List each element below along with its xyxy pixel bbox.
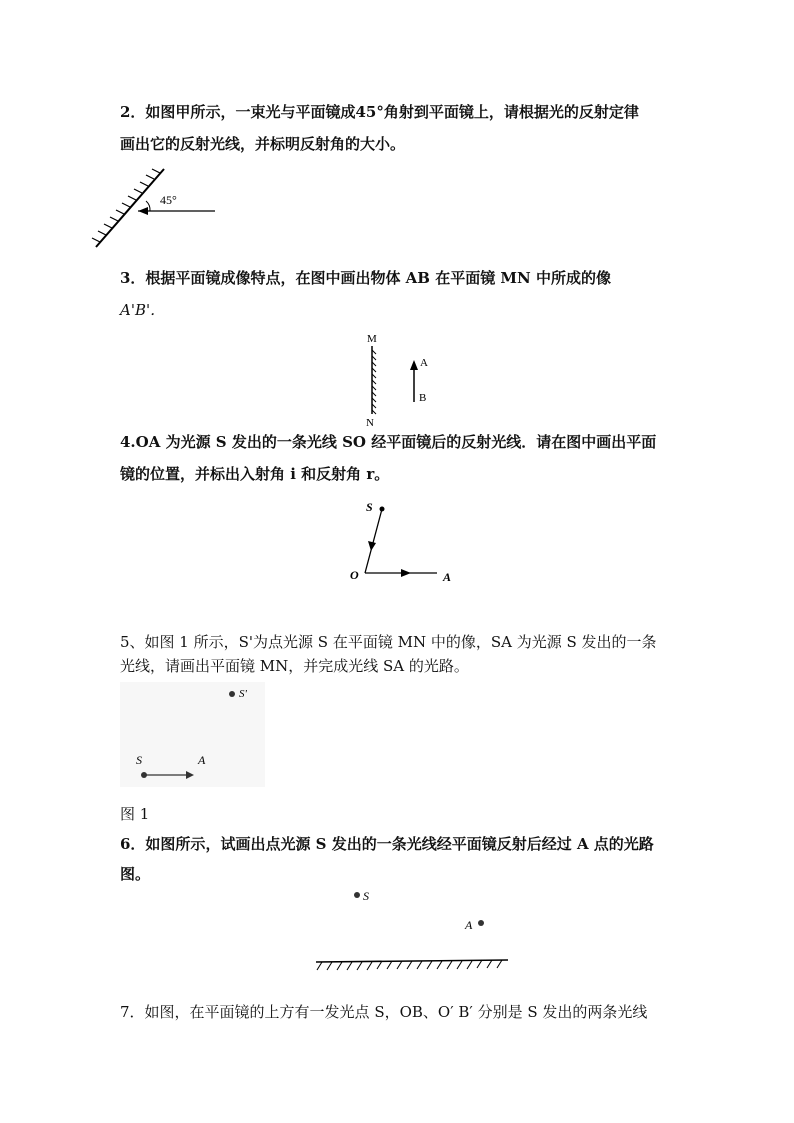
q4-label-o: O: [350, 568, 359, 582]
q3-mirror-figure: [355, 330, 445, 428]
q4-reflected-arrowhead: [401, 569, 411, 577]
q5-text-line1: 5、如图 1 所示，S'为点光源 S 在平面镜 MN 中的像，SA 为光源 S 发出的一条: [120, 633, 657, 651]
q7-text-line1: 7．如图，在平面镜的上方有一发光点 S，OB、O′ B′ 分别是 S 发出的两条光线: [120, 1003, 648, 1021]
q2-angle-label: 45°: [160, 193, 177, 207]
q5-label-s-prime: S': [239, 688, 247, 700]
q6-label-s: S: [363, 889, 369, 903]
q4-incident-ray: [365, 509, 382, 573]
q2-text-line2: 画出它的反射光线，并标明反射角的大小。: [120, 135, 406, 153]
q3-text-line1: 3．根据平面镜成像特点，在图中画出物体 AB 在平面镜 MN 中所成的像: [120, 269, 611, 287]
q4-text-line1: 4.OA 为光源 S 发出的一条光线 SO 经平面镜后的反射光线．请在图中画出平面: [120, 433, 657, 451]
q6-source-point: [354, 892, 360, 898]
q2-mirror-figure: [88, 165, 223, 255]
q6-mirror-figure: [310, 885, 515, 977]
q3-label-a: A: [420, 357, 428, 369]
q6-text-line2: 图。: [120, 865, 151, 883]
q4-text-line2: 镜的位置，并标出入射角 i 和反射角 r。: [120, 465, 390, 483]
q2-mirror-hatching: [92, 169, 160, 242]
q2-ray-arrowhead: [138, 207, 148, 215]
q5-text-line2: 光线，请画出平面镜 MN，并完成光线 SA 的光路。: [120, 657, 469, 675]
q3-label-n: N: [366, 417, 374, 428]
q3-text-line2: A'B'．: [120, 301, 166, 319]
q5-figure: [120, 682, 265, 787]
q2-mirror-line: [96, 169, 164, 247]
q5-image-point: [229, 691, 235, 697]
q2-text-line1: 2．如图甲所示，一束光与平面镜成45°角射到平面镜上，请根据光的反射定律: [120, 103, 639, 121]
q3-label-m: M: [367, 333, 377, 345]
q5-figure-caption: 图 1: [120, 805, 150, 823]
q3-label-b: B: [419, 392, 427, 404]
q4-label-a: A: [443, 570, 452, 584]
q4-ray-figure: [345, 495, 460, 587]
q4-incident-arrowhead: [368, 541, 376, 551]
q3-object-arrowhead: [410, 360, 418, 370]
q5-label-s: S: [136, 753, 142, 767]
q6-label-a: A: [465, 918, 473, 932]
q4-label-s: S: [366, 500, 373, 514]
q5-label-a: A: [198, 753, 206, 767]
q6-text-line1: 6．如图所示，试画出点光源 S 发出的一条光线经平面镜反射后经过 A 点的光路: [120, 835, 654, 853]
q6-point-a: [478, 920, 484, 926]
